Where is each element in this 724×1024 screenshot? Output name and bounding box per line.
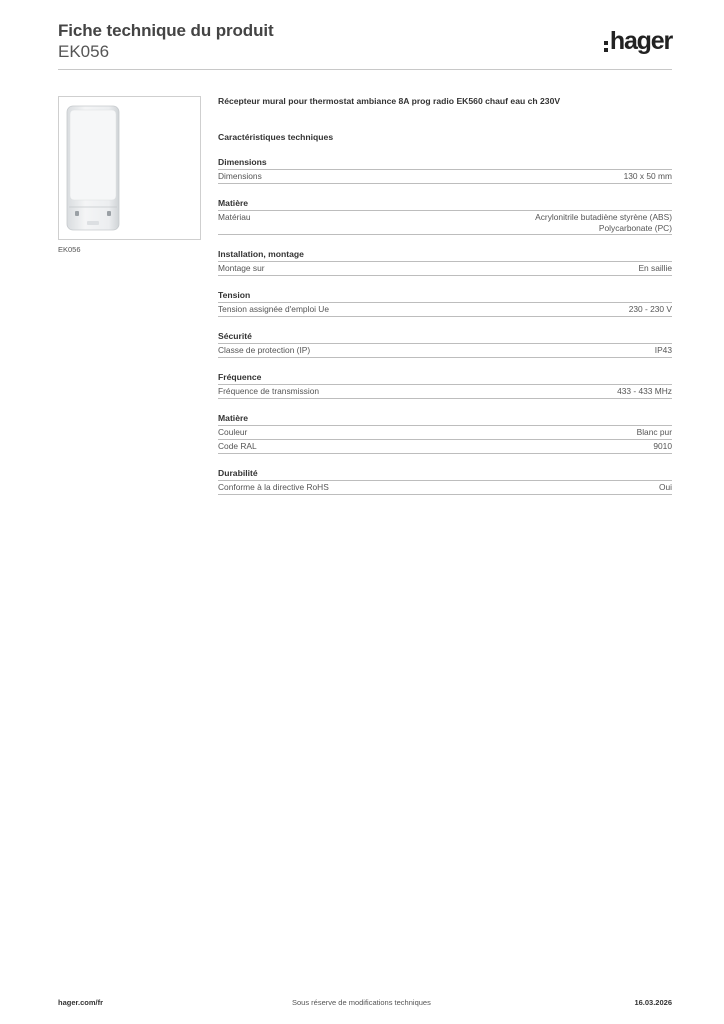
spec-row (218, 385, 672, 399)
spec-value-line: IP43 (654, 345, 672, 355)
spec-label: Montage sur (218, 263, 265, 273)
spec-label: Conforme à la directive RoHS (218, 482, 329, 492)
spec-row (218, 303, 672, 317)
footer-disclaimer: Sous réserve de modifications techniques (292, 998, 431, 1007)
spec-value (638, 263, 672, 274)
spec-value (637, 427, 672, 438)
product-code: EK056 (58, 42, 110, 61)
spec-value (659, 482, 672, 493)
page-title: Fiche technique du produit (58, 21, 274, 40)
section-title: Dimensions (218, 156, 672, 170)
spec-row (218, 344, 672, 358)
spec-value-line: 130 x 50 mm (623, 171, 672, 181)
spec-value (535, 212, 672, 233)
hager-logo[interactable] (604, 28, 672, 56)
spec-value-line: Polycarbonate (PC) (598, 222, 672, 233)
section-title: Sécurité (218, 330, 672, 344)
spec-row (218, 426, 672, 440)
spec-value-line: 433 - 433 MHz (617, 386, 672, 396)
spec-label: Dimensions (218, 171, 262, 181)
section-title: Matière (218, 412, 672, 426)
spec-section (218, 156, 672, 184)
spec-value (629, 304, 672, 315)
spec-label: Matériau (218, 212, 251, 222)
spec-section (218, 197, 672, 235)
spec-section (218, 248, 672, 276)
spec-value (655, 345, 672, 356)
footer-date: 16.03.2026 (634, 998, 672, 1007)
product-image (58, 96, 201, 240)
logo-text: hager (609, 27, 672, 55)
spec-label: Tension assignée d'emploi Ue (218, 304, 330, 314)
spec-row (218, 440, 672, 454)
spec-section (218, 371, 672, 399)
spec-section (218, 289, 672, 317)
tech-characteristics-title: Caractéristiques techniques (218, 132, 334, 142)
spec-section (218, 412, 672, 454)
spec-value-line: En saillie (638, 263, 672, 273)
spec-section (218, 467, 672, 495)
spec-value-line: Acrylonitrile butadiène styrène (ABS) (535, 212, 672, 222)
page-header (58, 20, 672, 70)
spec-value-line: 9010 (653, 441, 672, 451)
spec-label: Code RAL (218, 441, 257, 451)
spec-row (218, 481, 672, 495)
section-title: Tension (218, 289, 672, 303)
section-title: Installation, montage (218, 248, 672, 262)
spec-label: Classe de protection (IP) (218, 345, 311, 355)
logo-dots-icon (604, 41, 608, 52)
spec-label: Couleur (218, 427, 248, 437)
spec-value-line: 230 - 230 V (628, 304, 672, 314)
spec-label: Fréquence de transmission (218, 386, 320, 396)
spec-value (624, 171, 672, 182)
spec-row (218, 211, 672, 235)
spec-value (617, 386, 672, 397)
header-divider (58, 69, 672, 70)
spec-sections (218, 156, 672, 495)
spec-value-line: Oui (658, 482, 672, 492)
spec-row (218, 170, 672, 184)
spec-value-line: Blanc pur (636, 427, 672, 437)
section-title: Durabilité (218, 467, 672, 481)
product-description: Récepteur mural pour thermostat ambiance 8A prog radio EK560 chauf eau ch 230V (218, 96, 561, 106)
spec-row (218, 262, 672, 276)
thermostat-receiver-icon (65, 103, 121, 233)
spec-value (653, 441, 672, 452)
section-title: Fréquence (218, 371, 672, 385)
spec-section (218, 330, 672, 358)
spec-content (218, 96, 672, 495)
footer-website-link[interactable]: hager.com/fr (58, 998, 104, 1007)
image-caption: EK056 (58, 245, 81, 254)
section-title: Matière (218, 197, 672, 211)
